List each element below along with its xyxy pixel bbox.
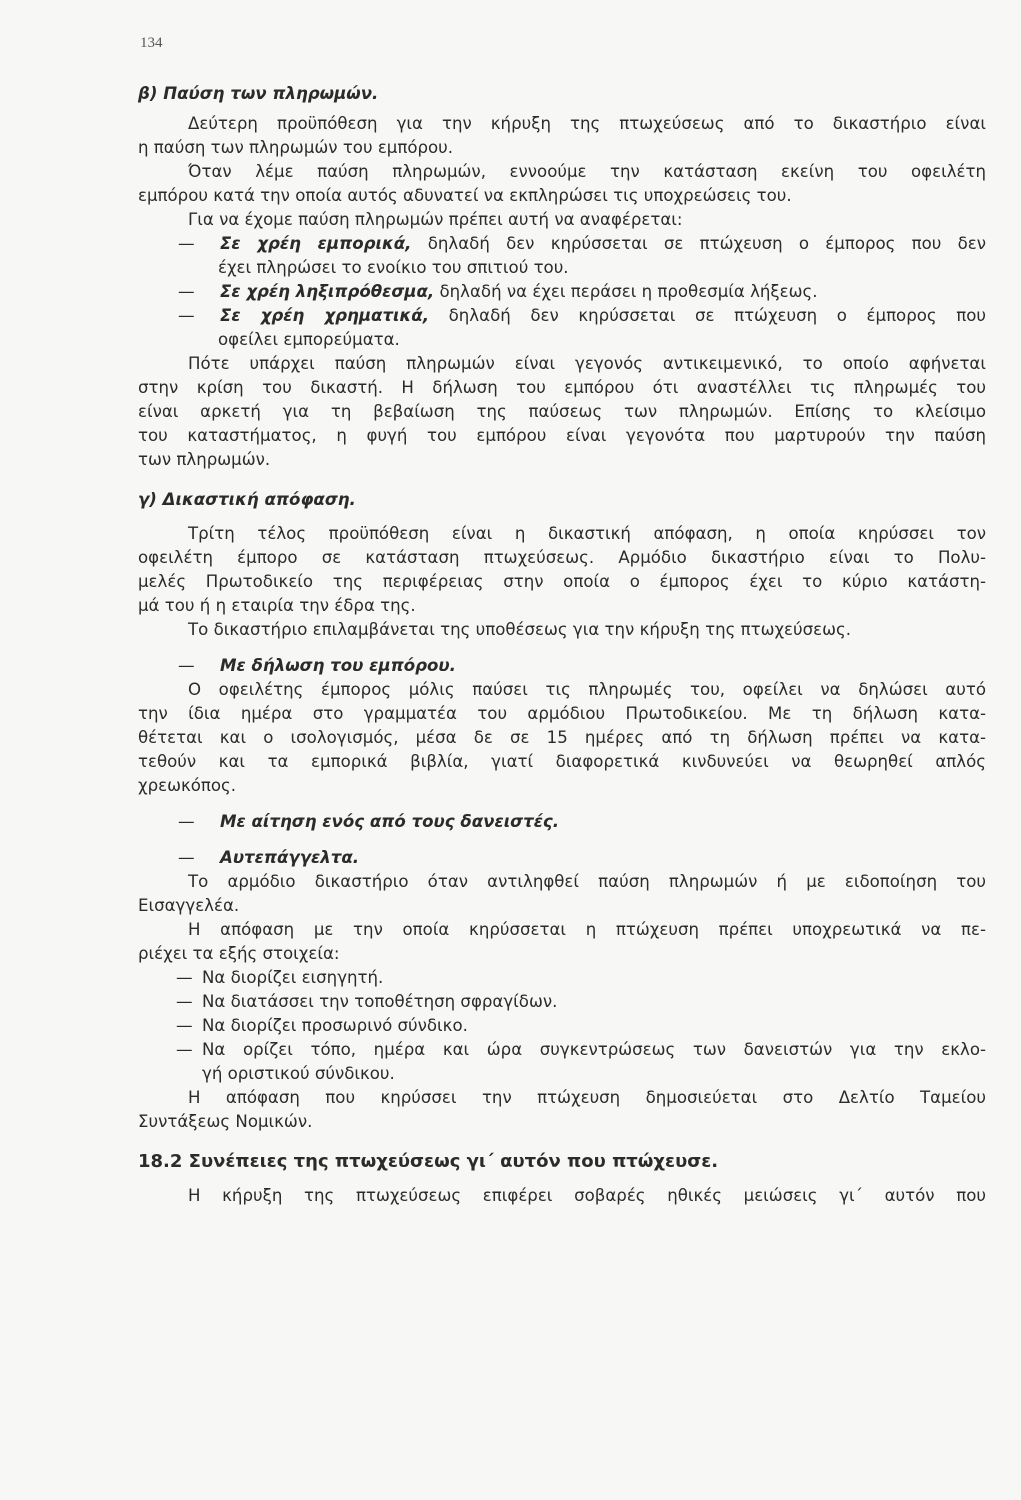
list-item: — Σε χρέη ληξιπρόθεσμα, δηλαδή να έχει περάσει η προθεσμία λήξεως. (138, 280, 986, 304)
text-line: τεθούν και τα εμπορικά βιβλία, γιατί διαφορετικά κινδυνεύει να θεωρηθεί απλός (138, 752, 986, 771)
text-line: Το αρμόδιο δικαστήριο όταν αντιληφθεί παύση πληρωμών ή με ειδοποίηση του (188, 872, 986, 891)
text-line: η παύση των πληρωμών του εμπόρου. (138, 138, 454, 157)
text-line: Συντάξεως Νομικών. (138, 1112, 313, 1131)
dash-marker: — (176, 1016, 193, 1035)
text-line: των πληρωμών. (138, 450, 271, 469)
text-line: Πότε υπάρχει παύση πληρωμών είναι γεγονός αντικειμενικό, το οποίο αφήνεται (188, 354, 986, 373)
dash-marker: — (178, 812, 195, 831)
text-line: του καταστήματος, η φυγή του εμπόρου είναι γεγονότα που μαρτυρούν την παύση (138, 426, 986, 445)
text-line: χρεωκόπος. (138, 776, 237, 795)
dash-marker: — (178, 282, 195, 301)
text-line: Δεύτερη προϋπόθεση για την κήρυξη της πτωχεύσεως από το δικαστήριο είναι (188, 114, 986, 133)
text-line: Η απόφαση που κηρύσσει την πτώχευση δημοσιεύεται στο Δελτίο Ταμείου (188, 1088, 986, 1107)
text-line: είναι αρκετή για τη βεβαίωση της παύσεως των πληρωμών. Επίσης το κλείσιμο (138, 402, 986, 421)
dash-marker: — (176, 968, 193, 987)
section-heading-gamma: γ) Δικαστική απόφαση. (138, 490, 356, 509)
text-line: στην κρίση του δικαστή. Η δήλωση του εμπόρου ότι αναστέλλει τις πληρωμές του (138, 378, 986, 397)
text-line: μελές Πρωτοδικείο της περιφέρειας στην οποία ο έμπορος έχει το κύριο κατάστη- (138, 572, 986, 591)
subheading-ex-officio: — Αυτεπάγγελτα. (138, 846, 986, 870)
dash-marker: — (176, 992, 193, 1011)
text-line: Εισαγγελέα. (138, 896, 240, 915)
text-line: εμπόρου κατά την οποία αυτός αδυνατεί να εκπληρώσει τις υποχρεώσεις του. (138, 186, 792, 205)
text-line: γή οριστικού σύνδικου. (202, 1064, 395, 1083)
text-line: Για να έχομε παύση πληρωμών πρέπει αυτή να αναφέρεται: (188, 210, 683, 229)
text-line: Όταν λέμε παύση πληρωμών, εννοούμε την κατάσταση εκείνη του οφειλέτη (188, 162, 986, 181)
list-item: — Να διορίζει προσωρινό σύνδικο. (138, 1014, 986, 1038)
dash-marker: — (176, 1040, 193, 1059)
dash-marker: — (178, 234, 195, 253)
text-line: την ίδια ημέρα στο γραμματέα του αρμόδιου Πρωτοδικείου. Με τη δήλωση κατα- (138, 704, 986, 723)
list-item: — Σε χρέη χρηματικά, δηλαδή δεν κηρύσσεται σε πτώχευση ο έμπορος που (138, 304, 986, 328)
text-line: Τρίτη τέλος προϋπόθεση είναι η δικαστική απόφαση, η οποία κηρύσσει τον (188, 524, 986, 543)
subheading-declaration: — Με δήλωση του εμπόρου. (138, 654, 986, 678)
subheading-creditor-request: — Με αίτηση ενός από τους δανειστές. (138, 810, 986, 834)
section-heading-beta: β) Παύση των πληρωμών. (138, 84, 379, 103)
text-line: μά του ή η εταιρία την έδρα της. (138, 596, 416, 615)
text-line: Το δικαστήριο επιλαμβάνεται της υποθέσεως για την κήρυξη της πτωχεύσεως. (188, 620, 852, 639)
section-heading-18-2: 18.2 Συνέπειες της πτωχεύσεως γι΄ αυτόν που πτώχευσε. (138, 1151, 719, 1172)
text-line: έχει πληρώσει το ενοίκιο του σπιτιού του. (218, 258, 569, 277)
dash-marker: — (178, 656, 195, 675)
list-item: — Να διατάσσει την τοποθέτηση σφραγίδων. (138, 990, 986, 1014)
dash-marker: — (178, 848, 195, 867)
page-number: 134 (140, 35, 163, 51)
page-body (138, 82, 986, 1208)
dash-marker: — (178, 306, 195, 325)
text-line: Η απόφαση με την οποία κηρύσσεται η πτώχευση πρέπει υποχρεωτικά να πε- (188, 920, 986, 939)
text-line: οφείλει εμπορεύματα. (218, 330, 400, 349)
text-line: Η κήρυξη της πτωχεύσεως επιφέρει σοβαρές ηθικές μειώσεις γι΄ αυτόν που (188, 1186, 986, 1205)
text-line: θέτεται και ο ισολογισμός, μέσα δε σε 15 ημέρες από τη δήλωση πρέπει να κατα- (138, 728, 986, 747)
text-line: ριέχει τα εξής στοιχεία: (138, 944, 340, 963)
list-item: — Να διορίζει εισηγητή. (138, 966, 986, 990)
text-line: οφειλέτη έμπορο σε κατάσταση πτωχεύσεως. Αρμόδιο δικαστήριο είναι το Πολυ- (138, 548, 986, 567)
text-line: Ο οφειλέτης έμπορος μόλις παύσει τις πληρωμές του, οφείλει να δηλώσει αυτό (188, 680, 986, 699)
list-item: — Σε χρέη εμπορικά, δηλαδή δεν κηρύσσεται σε πτώχευση ο έμπορος που δεν (138, 232, 986, 256)
list-item: — Να ορίζει τόπο, ημέρα και ώρα συγκεντρώσεως των δανειστών για την εκλο- (138, 1038, 986, 1062)
